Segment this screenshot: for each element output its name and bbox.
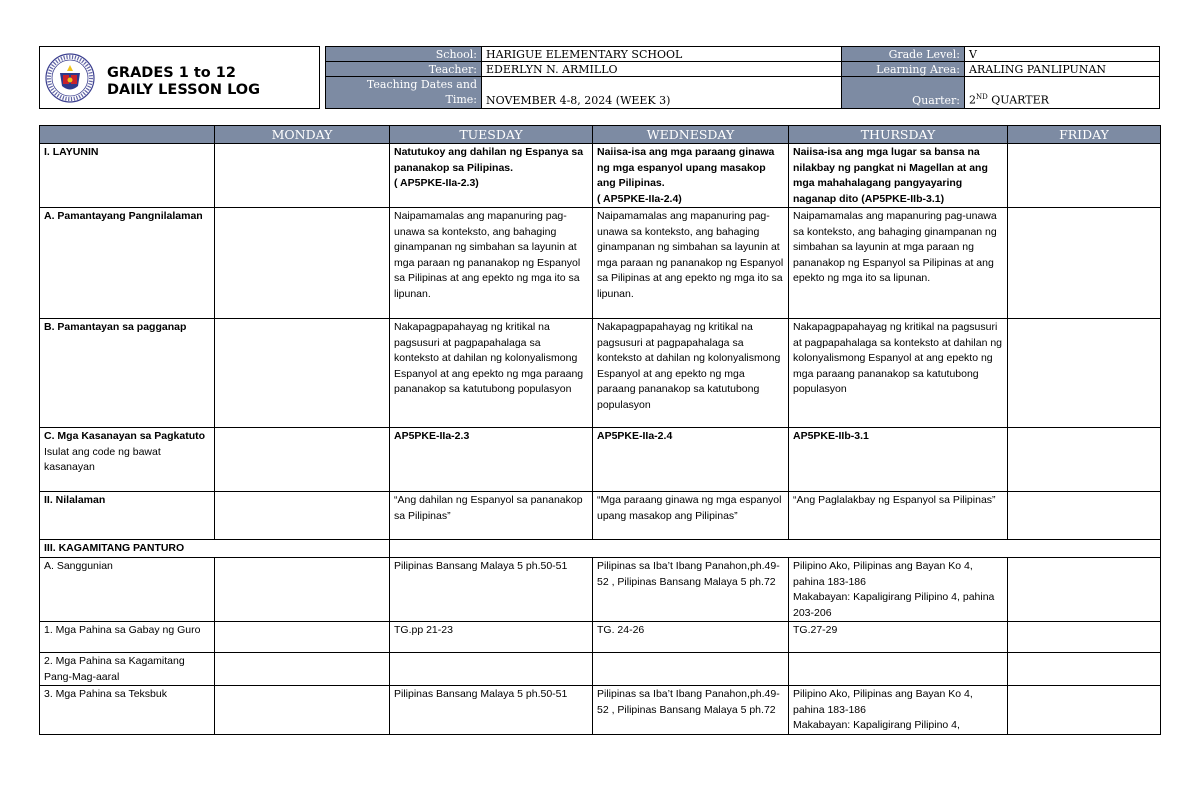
table-row-teksbuk [40, 686, 1161, 735]
table-row-kagamitang-pang-mag-aaral [40, 653, 1161, 686]
table-row-kagamitang-panturo [40, 540, 1161, 558]
cell-mag-aaral-wednesday [593, 653, 789, 686]
column-header-wednesday: WEDNESDAY [593, 126, 789, 144]
cell-pagganap-tuesday: Nakapagpapahayag ng kritikal na pagsusuri at pagpapahalaga sa konteksto at dahilan ng kolonyalismong Espanyol at ang epekto ng mga paraang pananakop sa katutubong populasyon [390, 319, 593, 428]
cell-sanggunian-thursday: Pilipino Ako, Pilipinas ang Bayan Ko 4, pahina 183-186 Makabayan: Kapaligirang Pilipino 4, pahina 203-206 [789, 558, 1008, 622]
row-label-teksbuk: 3. Mga Pahina sa Teksbuk [40, 686, 215, 735]
cell-layunin-friday [1008, 144, 1161, 208]
school-info-table [325, 46, 1160, 109]
cell-pagganap-wednesday: Nakapagpapahayag ng kritikal na pagsusuri at pagpapahalaga sa konteksto at dahilan ng kolonyalismong Espanyol at ang epekto ng mga paraang pananakop sa katutubong populasyon [593, 319, 789, 428]
cell-pagganap-monday [215, 319, 390, 428]
row-label-kasanayan-note: Isulat ang code ng bawat kasanayan [44, 445, 161, 473]
row-label-kasanayan-title: C. Mga Kasanayan sa Pagkatuto [44, 430, 206, 442]
cell-teksbuk-friday [1008, 686, 1161, 735]
cell-kasanayan-tuesday: AP5PKE-IIa-2.3 [390, 428, 593, 492]
row-label-layunin: I. LAYUNIN [40, 144, 215, 208]
teaching-dates-label [326, 77, 482, 109]
cell-kasanayan-monday [215, 428, 390, 492]
document-title [107, 65, 260, 99]
cell-teksbuk-monday [215, 686, 390, 735]
cell-sanggunian-wednesday: Pilipinas sa Iba’t Ibang Panahon,ph.49-52 , Pilipinas Bansang Malaya 5 ph.72 [593, 558, 789, 622]
column-header-monday: MONDAY [215, 126, 390, 144]
cell-sanggunian-tuesday: Pilipinas Bansang Malaya 5 ph.50-51 [390, 558, 593, 622]
column-header-thursday: THURSDAY [789, 126, 1008, 144]
cell-teksbuk-thursday: Pilipino Ako, Pilipinas ang Bayan Ko 4, pahina 183-186 Makabayan: Kapaligirang Pilipino 4, [789, 686, 1008, 735]
cell-nilalaman-monday [215, 492, 390, 540]
cell-layunin-tuesday: Natutukoy ang dahilan ng Espanya sa pananakop sa Pilipinas. ( AP5PKE-IIa-2.3) [390, 144, 593, 208]
cell-kasanayan-wednesday: AP5PKE-IIa-2.4 [593, 428, 789, 492]
learning-area-value: ARALING PANLIPUNAN [965, 62, 1160, 77]
cell-pangnilalaman-tuesday: Naipamamalas ang mapanuring pag-unawa sa konteksto, ang bahaging ginampanan ng simbahan sa layunin at mga paraan ng pananakop ng Espanyol sa Pilipinas at ang epekto ng mga ito sa lipunan. [390, 208, 593, 319]
cell-layunin-thursday: Naiisa-isa ang mga lugar sa bansa na nilakbay ng pangkat ni Magellan at ang mga mahahalagang pangyayaring naganap dito (AP5PKE-IIb-3.1) [789, 144, 1008, 208]
row-label-nilalaman: II. Nilalaman [40, 492, 215, 540]
table-row-layunin [40, 144, 1161, 208]
grade-level-label: Grade Level: [842, 47, 965, 62]
quarter-word: QUARTER [991, 94, 1049, 107]
table-row-sanggunian [40, 558, 1161, 622]
cell-mag-aaral-friday [1008, 653, 1161, 686]
teacher-value: EDERLYN N. ARMILLO [482, 62, 842, 77]
cell-kasanayan-thursday: AP5PKE-IIb-3.1 [789, 428, 1008, 492]
cell-mag-aaral-thursday [789, 653, 1008, 686]
teaching-dates-label-line1: Teaching Dates and [366, 78, 477, 91]
cell-pagganap-friday [1008, 319, 1161, 428]
table-row-gabay-ng-guro [40, 622, 1161, 653]
school-value: HARIGUE ELEMENTARY SCHOOL [482, 47, 842, 62]
cell-pangnilalaman-thursday: Naipamamalas ang mapanuring pag-unawa sa konteksto, ang bahaging ginampanan ng simbahan sa layunin at mga paraan ng pananakop ng Espanyol sa Pilipinas at ang epekto ng mga ito sa lipunan. [789, 208, 1008, 319]
row-label-kagamitang-panturo: III. KAGAMITANG PANTURO [40, 540, 390, 558]
day-header-row [40, 126, 1161, 144]
title-block [39, 46, 320, 109]
teaching-dates-value: NOVEMBER 4-8, 2024 (WEEK 3) [482, 77, 842, 109]
table-row-pamantayang-pangnilalaman [40, 208, 1161, 319]
cell-pangnilalaman-wednesday: Naipamamalas ang mapanuring pag-unawa sa konteksto, ang bahaging ginampanan ng simbahan sa layunin at mga paraan ng pananakop ng Espanyol sa Pilipinas at ang epekto ng mga ito sa lipunan. [593, 208, 789, 319]
lesson-plan-table [39, 125, 1161, 735]
cell-gabay-tuesday: TG.pp 21-23 [390, 622, 593, 653]
cell-nilalaman-thursday: “Ang Paglalakbay ng Espanyol sa Pilipinas” [789, 492, 1008, 540]
row-label-pamantayan-sa-pagganap: B. Pamantayan sa pagganap [40, 319, 215, 428]
cell-pagganap-thursday: Nakapagpapahayag ng kritikal na pagsusuri at pagpapahalaga sa konteksto at dahilan ng kolonyalismong Espanyol at ang epekto ng mga paraang pananakop sa katutubong populasyon [789, 319, 1008, 428]
table-row-kasanayan [40, 428, 1161, 492]
cell-pangnilalaman-friday [1008, 208, 1161, 319]
cell-mag-aaral-monday [215, 653, 390, 686]
cell-pangnilalaman-monday [215, 208, 390, 319]
row-label-gabay-ng-guro: 1. Mga Pahina sa Gabay ng Guro [40, 622, 215, 653]
cell-kasanayan-friday [1008, 428, 1161, 492]
cell-teksbuk-tuesday: Pilipinas Bansang Malaya 5 ph.50-51 [390, 686, 593, 735]
column-header-tuesday: TUESDAY [390, 126, 593, 144]
lesson-log-header [39, 46, 1160, 110]
cell-layunin-wednesday: Naiisa-isa ang mga paraang ginawa ng mga espanyol upang masakop ang Pilipinas. ( AP5PKE-IIa-2.4) [593, 144, 789, 208]
table-row-nilalaman [40, 492, 1161, 540]
cell-nilalaman-friday [1008, 492, 1161, 540]
cell-gabay-friday [1008, 622, 1161, 653]
cell-kagamitang-panturo-span [390, 540, 1161, 558]
grade-level-value: V [965, 47, 1160, 62]
learning-area-label: Learning Area: [842, 62, 965, 77]
quarter-label: Quarter: [842, 77, 965, 109]
row-label-kagamitang-pang-mag-aaral: 2. Mga Pahina sa Kagamitang Pang-Mag-aaral [40, 653, 215, 686]
cell-sanggunian-friday [1008, 558, 1161, 622]
cell-mag-aaral-tuesday [390, 653, 593, 686]
quarter-value [965, 77, 1160, 109]
row-label-pamantayang-pangnilalaman: A. Pamantayang Pangnilalaman [40, 208, 215, 319]
quarter-number: 2 [969, 94, 976, 107]
teacher-label: Teacher: [326, 62, 482, 77]
cell-layunin-monday [215, 144, 390, 208]
teaching-dates-label-line2: Time: [445, 93, 477, 106]
cell-gabay-wednesday: TG. 24-26 [593, 622, 789, 653]
cell-gabay-monday [215, 622, 390, 653]
row-label-sanggunian: A. Sanggunian [40, 558, 215, 622]
title-line-2: DAILY LESSON LOG [107, 82, 261, 98]
row-label-kasanayan [40, 428, 215, 492]
deped-seal-icon [45, 53, 95, 103]
quarter-suffix: ND [976, 93, 988, 102]
corner-header-cell [40, 126, 215, 144]
column-header-friday: FRIDAY [1008, 126, 1161, 144]
table-row-pamantayan-sa-pagganap [40, 319, 1161, 428]
cell-sanggunian-monday [215, 558, 390, 622]
cell-gabay-thursday: TG.27-29 [789, 622, 1008, 653]
school-label: School: [326, 47, 482, 62]
cell-nilalaman-tuesday: “Ang dahilan ng Espanyol sa pananakop sa Pilipinas” [390, 492, 593, 540]
title-line-1: GRADES 1 to 12 [107, 65, 236, 81]
cell-nilalaman-wednesday: “Mga paraang ginawa ng mga espanyol upang masakop ang Pilipinas” [593, 492, 789, 540]
cell-teksbuk-wednesday: Pilipinas sa Iba’t Ibang Panahon,ph.49-52 , Pilipinas Bansang Malaya 5 ph.72 [593, 686, 789, 735]
